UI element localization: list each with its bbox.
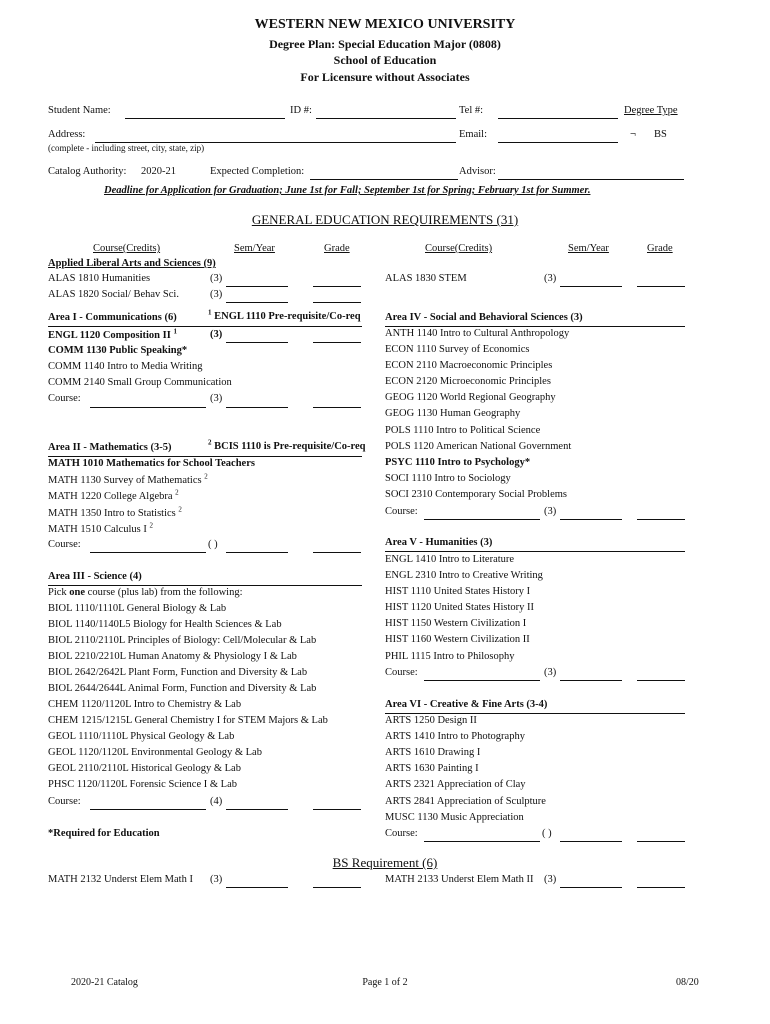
- area6-course-label: Course:: [385, 828, 418, 839]
- grade-field[interactable]: [313, 809, 361, 810]
- sem-field[interactable]: [560, 887, 622, 888]
- licensure-title: For Licensure without Associates: [300, 70, 470, 84]
- course-math2132: MATH 2132 Underst Elem Math I: [48, 874, 193, 885]
- course-arts2841: ARTS 2841 Appreciation of Sculpture: [385, 796, 546, 807]
- area2-course-label: Course:: [48, 539, 81, 550]
- address-hint: (complete - including street, city, state, zip): [48, 143, 205, 153]
- col-grade-left: Grade: [324, 243, 350, 254]
- course-econ2110: ECON 2110 Macroeconomic Principles: [385, 360, 553, 371]
- gen-ed-title: GENERAL EDUCATION REQUIREMENTS (31): [251, 212, 519, 227]
- university-title: WESTERN NEW MEXICO UNIVERSITY: [254, 17, 516, 32]
- area1-course-label: Course:: [48, 393, 81, 404]
- col-course-left: Course(Credits): [93, 243, 161, 254]
- deadline-note: Deadline for Application for Graduation; June 1st for Fall; September 1st for Spring; February 1st for Summer.: [104, 185, 591, 196]
- grade-field[interactable]: [313, 407, 361, 408]
- course-engl1120: ENGL 1120 Composition II $^1$: [48, 327, 177, 341]
- credits-engl1120: (3): [210, 329, 223, 340]
- col-sem-right: Sem/Year: [568, 243, 609, 254]
- grade-field[interactable]: [313, 342, 361, 343]
- area6-rule: [385, 713, 685, 714]
- course-phil1115: PHIL 1115 Intro to Philosophy: [385, 651, 515, 662]
- course-alas1830: ALAS 1830 STEM: [385, 273, 467, 284]
- course-arts1630: ARTS 1630 Painting I: [385, 763, 479, 774]
- area6-title: Area VI - Creative & Fine Arts (3-4): [385, 699, 548, 710]
- course-arts1410: ARTS 1410 Intro to Photography: [385, 731, 525, 742]
- area3-course-field[interactable]: [90, 809, 206, 810]
- area5-course-label: Course:: [385, 667, 418, 678]
- course-biol2210: BIOL 2210/2210L Human Anatomy & Physiology I & Lab: [48, 651, 297, 662]
- course-math2133: MATH 2133 Underst Elem Math II: [385, 874, 534, 885]
- catalog-value: 2020-21: [141, 166, 176, 177]
- course-econ2120: ECON 2120 Microeconomic Principles: [385, 376, 551, 387]
- advisor-label: Advisor:: [459, 166, 496, 177]
- course-biol2644: BIOL 2644/2644L Animal Form, Function and Diversity & Lab: [48, 683, 317, 694]
- area5-course-credits: (3): [544, 667, 557, 678]
- course-geog1130: GEOG 1130 Human Geography: [385, 408, 521, 419]
- course-engl2310: ENGL 2310 Intro to Creative Writing: [385, 570, 543, 581]
- credits-alas1830: (3): [544, 273, 557, 284]
- sem-field[interactable]: [226, 552, 288, 553]
- course-math1220: MATH 1220 College Algebra $^2$: [48, 488, 179, 502]
- area2-title: Area II - Mathematics (3-5): [48, 442, 172, 453]
- col-sem-left: Sem/Year: [234, 243, 275, 254]
- footer-page: Page 1 of 2: [362, 977, 408, 988]
- course-comm2140: COMM 2140 Small Group Communication: [48, 377, 232, 388]
- sem-field[interactable]: [226, 302, 288, 303]
- course-phsc1120: PHSC 1120/1120L Forensic Science I & Lab: [48, 779, 237, 790]
- sem-field[interactable]: [226, 342, 288, 343]
- id-label: ID #:: [290, 105, 312, 116]
- degree-type-label: Degree Type: [624, 105, 678, 116]
- grade-field[interactable]: [313, 286, 361, 287]
- col-grade-right: Grade: [647, 243, 673, 254]
- course-engl1410: ENGL 1410 Intro to Literature: [385, 554, 515, 565]
- course-soci2310: SOCI 2310 Contemporary Social Problems: [385, 489, 567, 500]
- course-math1010: MATH 1010 Mathematics for School Teachers: [48, 458, 255, 469]
- area3-rule: [48, 585, 362, 586]
- area6-course-credits: ( ): [542, 828, 552, 839]
- sem-field[interactable]: [226, 887, 288, 888]
- area1-course-field[interactable]: [90, 407, 206, 408]
- course-pols1110: POLS 1110 Intro to Political Science: [385, 425, 541, 436]
- footer-catalog: 2020-21 Catalog: [71, 977, 138, 988]
- email-label: Email:: [459, 129, 487, 140]
- course-math1130: MATH 1130 Survey of Mathematics $^2$: [48, 472, 208, 486]
- sem-field[interactable]: [560, 519, 622, 520]
- course-comm1140: COMM 1140 Intro to Media Writing: [48, 361, 203, 372]
- area3-title: Area III - Science (4): [48, 571, 142, 582]
- grade-field[interactable]: [637, 841, 685, 842]
- required-note: *Required for Education: [48, 828, 160, 839]
- tel-field[interactable]: [498, 118, 618, 119]
- area4-title: Area IV - Social and Behavioral Sciences (3): [385, 312, 583, 323]
- grade-field[interactable]: [313, 552, 361, 553]
- catalog-label: Catalog Authority:: [48, 166, 127, 177]
- area1-title: Area I - Communications (6): [48, 312, 177, 323]
- course-arts2321: ARTS 2321 Appreciation of Clay: [385, 779, 526, 790]
- email-field[interactable]: [498, 142, 618, 143]
- course-alas1820: ALAS 1820 Social/ Behav Sci.: [48, 289, 179, 300]
- student-name-label: Student Name:: [48, 105, 111, 116]
- course-geol2110: GEOL 2110/2110L Historical Geology & Lab: [48, 763, 241, 774]
- course-anth1140: ANTH 1140 Intro to Cultural Anthropology: [385, 328, 570, 339]
- area4-course-credits: (3): [544, 506, 557, 517]
- sem-field[interactable]: [560, 286, 622, 287]
- address-label: Address:: [48, 129, 86, 140]
- area2-course-field[interactable]: [90, 552, 206, 553]
- area1-note: $^1$ ENGL 1110 Pre-requisite/Co-req: [208, 308, 361, 322]
- course-alas1810: ALAS 1810 Humanities: [48, 273, 151, 284]
- footer-date: 08/20: [676, 977, 699, 988]
- course-hist1150: HIST 1150 Western Civilization I: [385, 618, 527, 629]
- area1-rule: [48, 326, 362, 327]
- course-musc1130: MUSC 1130 Music Appreciation: [385, 812, 524, 823]
- course-geog1120: GEOG 1120 World Regional Geography: [385, 392, 556, 403]
- area4-course-label: Course:: [385, 506, 418, 517]
- course-hist1110: HIST 1110 United States History I: [385, 586, 531, 597]
- course-math1350: MATH 1350 Intro to Statistics $^2$: [48, 505, 182, 519]
- grade-field[interactable]: [637, 519, 685, 520]
- school-title: School of Education: [333, 53, 437, 67]
- credits-math2132: (3): [210, 874, 223, 885]
- sem-field[interactable]: [226, 286, 288, 287]
- course-biol2642: BIOL 2642/2642L Plant Form, Function and Diversity & Lab: [48, 667, 308, 678]
- course-arts1610: ARTS 1610 Drawing I: [385, 747, 481, 758]
- course-chem1215: CHEM 1215/1215L General Chemistry I for STEM Majors & Lab: [48, 715, 328, 726]
- course-psyc1110: PSYC 1110 Intro to Psychology*: [385, 457, 531, 468]
- sem-field[interactable]: [560, 841, 622, 842]
- credits-alas1820: (3): [210, 289, 223, 300]
- area2-rule: [48, 456, 362, 457]
- area1-course-credits: (3): [210, 393, 223, 404]
- area2-note: $^2$ BCIS 1110 is Pre-requisite/Co-req: [208, 438, 366, 452]
- sem-field[interactable]: [226, 809, 288, 810]
- area4-course-field[interactable]: [424, 519, 540, 520]
- credits-alas1810: (3): [210, 273, 223, 284]
- course-geol1110: GEOL 1110/1110L Physical Geology & Lab: [48, 731, 235, 742]
- col-course-right: Course(Credits): [425, 243, 493, 254]
- course-econ1110: ECON 1110 Survey of Economics: [385, 344, 530, 355]
- area5-title: Area V - Humanities (3): [385, 537, 493, 548]
- credits-math2133: (3): [544, 874, 557, 885]
- area5-rule: [385, 551, 685, 552]
- area2-course-credits: ( ): [208, 539, 218, 550]
- grade-field[interactable]: [637, 286, 685, 287]
- course-geol1120: GEOL 1120/1120L Environmental Geology & Lab: [48, 747, 262, 758]
- course-biol2110: BIOL 2110/2110L Principles of Biology: Cell/Molecular & Lab: [48, 635, 317, 646]
- course-soci1110: SOCI 1110 Intro to Sociology: [385, 473, 511, 484]
- sem-field[interactable]: [226, 407, 288, 408]
- grade-field[interactable]: [313, 887, 361, 888]
- grade-field[interactable]: [637, 680, 685, 681]
- bs-requirement-title: BS Requirement (6): [332, 855, 438, 870]
- grade-field[interactable]: [313, 302, 361, 303]
- area4-rule: [385, 326, 685, 327]
- sem-field[interactable]: [560, 680, 622, 681]
- bs-label: BS: [654, 129, 667, 140]
- degree-plan-title: Degree Plan: Special Education Major (0808): [269, 37, 501, 51]
- area5-course-field[interactable]: [424, 680, 540, 681]
- course-pols1120: POLS 1120 American National Government: [385, 441, 572, 452]
- course-hist1120: HIST 1120 United States History II: [385, 602, 535, 613]
- area3-course-label: Course:: [48, 796, 81, 807]
- course-biol1110: BIOL 1110/1110L General Biology & Lab: [48, 603, 227, 614]
- completion-field[interactable]: [310, 179, 458, 180]
- grade-field[interactable]: [637, 887, 685, 888]
- advisor-field[interactable]: [498, 179, 684, 180]
- course-comm1130: COMM 1130 Public Speaking*: [48, 345, 188, 356]
- area3-instructions: Pick one course (plus lab) from the following:: [48, 587, 243, 598]
- completion-label: Expected Completion:: [210, 166, 305, 177]
- course-hist1160: HIST 1160 Western Civilization II: [385, 634, 530, 645]
- course-chem1120: CHEM 1120/1120L Intro to Chemistry & Lab: [48, 699, 242, 710]
- area3-course-credits: (4): [210, 796, 223, 807]
- area6-course-field[interactable]: [424, 841, 540, 842]
- id-field[interactable]: [316, 118, 456, 119]
- course-biol1140: BIOL 1140/1140L5 Biology for Health Sciences & Lab: [48, 619, 282, 630]
- course-arts1250: ARTS 1250 Design II: [385, 715, 477, 726]
- course-math1510: MATH 1510 Calculus I $^2$: [48, 521, 153, 535]
- tel-label: Tel #:: [459, 105, 484, 116]
- student-name-field[interactable]: [125, 118, 285, 119]
- bs-checkbox[interactable]: ¬: [630, 129, 636, 140]
- liberal-arts-title: Applied Liberal Arts and Sciences (9): [48, 258, 216, 269]
